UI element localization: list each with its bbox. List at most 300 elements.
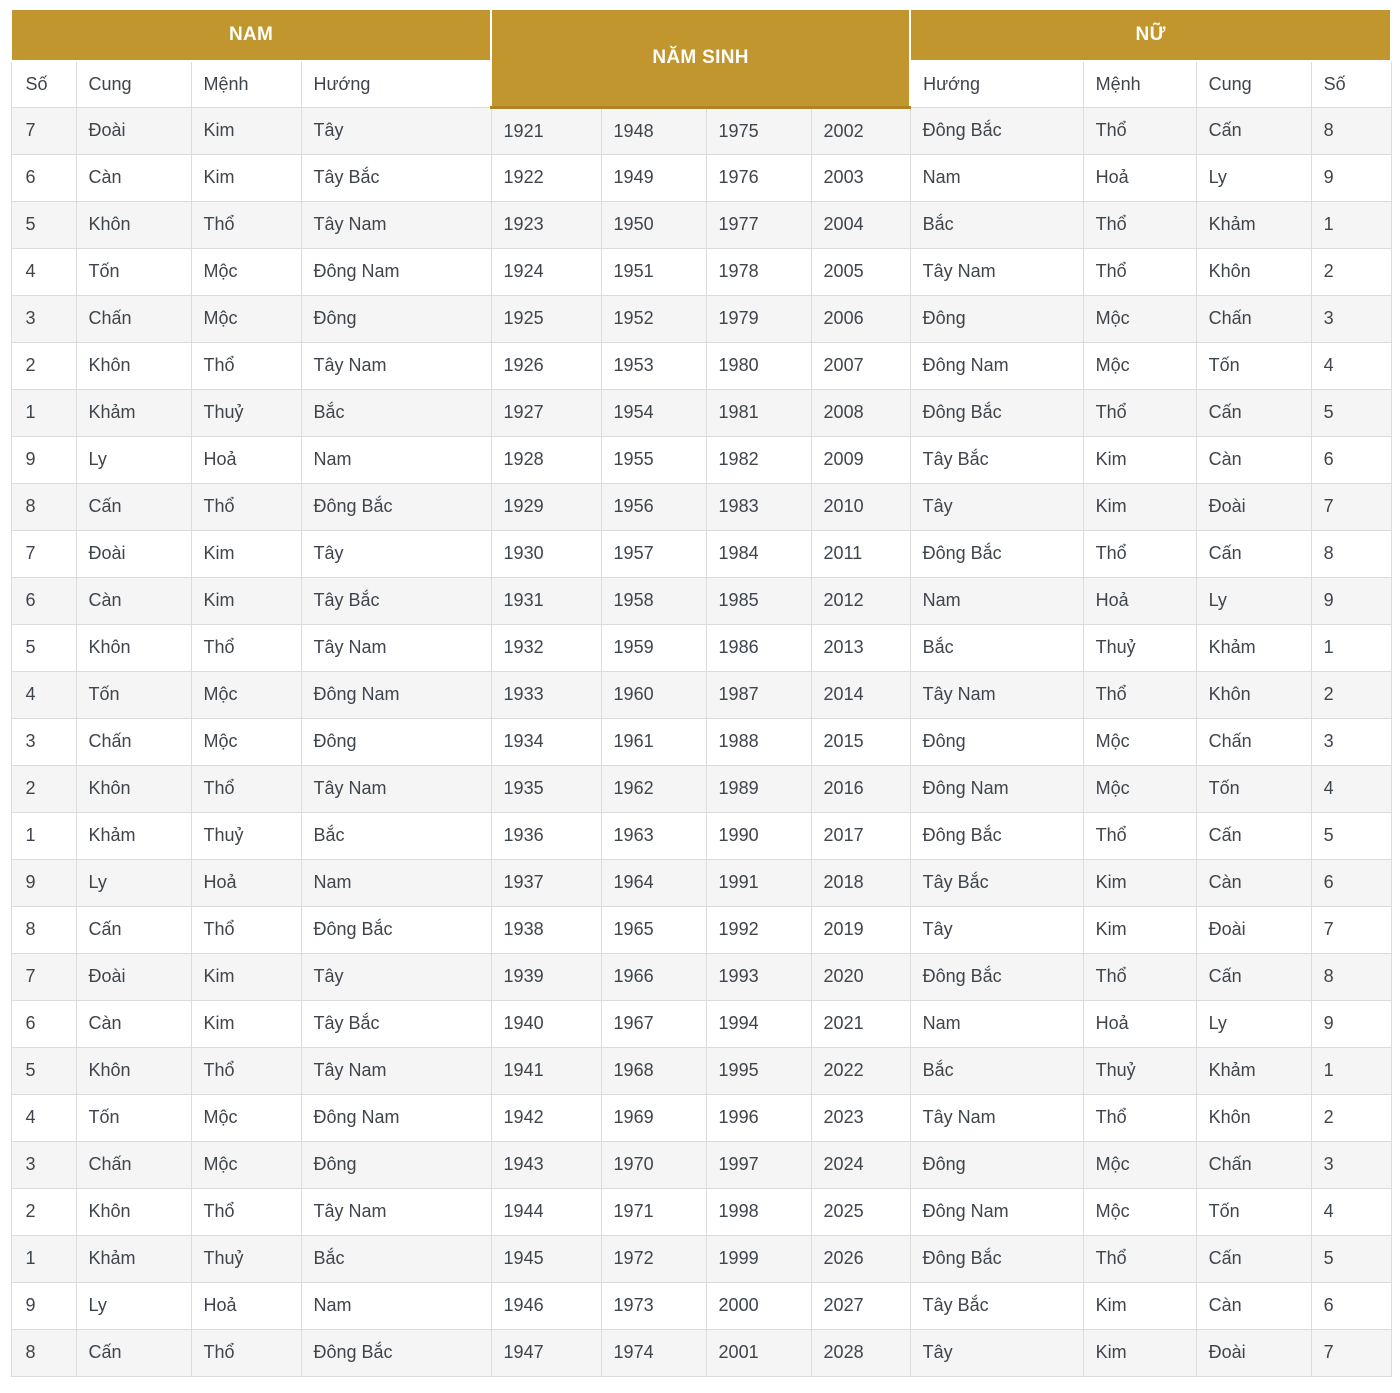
cell-so-nam: 6 bbox=[11, 1000, 76, 1047]
cell-year-col-1: 1947 bbox=[491, 1329, 601, 1376]
cell-menh-nam: Kim bbox=[191, 154, 301, 201]
cell-cung-nu: Tốn bbox=[1196, 1188, 1311, 1235]
cell-year-col-3: 1984 bbox=[706, 530, 811, 577]
cell-menh-nam: Thổ bbox=[191, 342, 301, 389]
table-row bbox=[11, 765, 1391, 812]
cell-huong-nu: Đông bbox=[910, 295, 1083, 342]
cell-menh-nam: Mộc bbox=[191, 671, 301, 718]
cell-menh-nu: Thuỷ bbox=[1083, 624, 1196, 671]
header-nam-sinh: NĂM SINH bbox=[491, 9, 910, 107]
cell-year-col-1: 1923 bbox=[491, 201, 601, 248]
cell-so-nu: 7 bbox=[1311, 1329, 1391, 1376]
cell-huong-nam: Tây Bắc bbox=[301, 577, 491, 624]
cell-menh-nam: Mộc bbox=[191, 718, 301, 765]
cell-so-nam: 2 bbox=[11, 765, 76, 812]
cell-huong-nam: Tây Nam bbox=[301, 342, 491, 389]
cell-so-nu: 7 bbox=[1311, 906, 1391, 953]
cell-cung-nu: Khôn bbox=[1196, 1094, 1311, 1141]
cell-huong-nu: Đông Bắc bbox=[910, 530, 1083, 577]
cell-cung-nu: Đoài bbox=[1196, 906, 1311, 953]
cell-year-col-2: 1956 bbox=[601, 483, 706, 530]
cell-year-col-1: 1943 bbox=[491, 1141, 601, 1188]
cell-cung-nam: Càn bbox=[76, 154, 191, 201]
table-row bbox=[11, 1282, 1391, 1329]
cell-year-col-4: 2012 bbox=[811, 577, 910, 624]
table-row bbox=[11, 436, 1391, 483]
cell-menh-nu: Thổ bbox=[1083, 812, 1196, 859]
cell-year-col-1: 1939 bbox=[491, 953, 601, 1000]
cell-cung-nu: Khôn bbox=[1196, 671, 1311, 718]
subheader-so-nam: Số bbox=[11, 61, 76, 107]
cell-year-col-4: 2020 bbox=[811, 953, 910, 1000]
cell-so-nam: 1 bbox=[11, 1235, 76, 1282]
cell-menh-nu: Hoả bbox=[1083, 154, 1196, 201]
subheader-huong-nam: Hướng bbox=[301, 61, 491, 107]
cell-year-col-4: 2024 bbox=[811, 1141, 910, 1188]
cell-year-col-3: 1993 bbox=[706, 953, 811, 1000]
cell-so-nu: 3 bbox=[1311, 718, 1391, 765]
cell-cung-nam: Tốn bbox=[76, 1094, 191, 1141]
cell-so-nu: 6 bbox=[1311, 859, 1391, 906]
table-row bbox=[11, 483, 1391, 530]
cell-so-nam: 5 bbox=[11, 624, 76, 671]
cell-so-nu: 2 bbox=[1311, 671, 1391, 718]
cell-menh-nu: Kim bbox=[1083, 483, 1196, 530]
cell-cung-nu: Khảm bbox=[1196, 624, 1311, 671]
cell-menh-nu: Kim bbox=[1083, 436, 1196, 483]
cell-cung-nam: Khảm bbox=[76, 389, 191, 436]
cell-year-col-2: 1973 bbox=[601, 1282, 706, 1329]
table-row bbox=[11, 1047, 1391, 1094]
cell-huong-nu: Đông Bắc bbox=[910, 812, 1083, 859]
cell-huong-nam: Tây Nam bbox=[301, 1188, 491, 1235]
cell-cung-nam: Ly bbox=[76, 1282, 191, 1329]
cell-year-col-2: 1969 bbox=[601, 1094, 706, 1141]
cell-menh-nam: Thổ bbox=[191, 1047, 301, 1094]
cell-cung-nam: Khôn bbox=[76, 342, 191, 389]
cell-cung-nam: Cấn bbox=[76, 906, 191, 953]
cell-huong-nu: Bắc bbox=[910, 624, 1083, 671]
cell-so-nam: 8 bbox=[11, 483, 76, 530]
cell-menh-nam: Thổ bbox=[191, 765, 301, 812]
cell-menh-nam: Thổ bbox=[191, 1188, 301, 1235]
cell-huong-nu: Tây bbox=[910, 483, 1083, 530]
cell-so-nam: 4 bbox=[11, 671, 76, 718]
cell-year-col-2: 1961 bbox=[601, 718, 706, 765]
cell-cung-nam: Khảm bbox=[76, 812, 191, 859]
cell-year-col-4: 2014 bbox=[811, 671, 910, 718]
table-row bbox=[11, 906, 1391, 953]
cell-huong-nam: Nam bbox=[301, 1282, 491, 1329]
cell-year-col-2: 1960 bbox=[601, 671, 706, 718]
cell-year-col-1: 1941 bbox=[491, 1047, 601, 1094]
cell-year-col-2: 1955 bbox=[601, 436, 706, 483]
cell-huong-nu: Tây Nam bbox=[910, 1094, 1083, 1141]
cell-year-col-1: 1945 bbox=[491, 1235, 601, 1282]
cell-cung-nam: Cấn bbox=[76, 1329, 191, 1376]
cell-so-nam: 9 bbox=[11, 436, 76, 483]
cell-menh-nu: Hoả bbox=[1083, 577, 1196, 624]
cell-year-col-2: 1968 bbox=[601, 1047, 706, 1094]
cell-cung-nam: Đoài bbox=[76, 953, 191, 1000]
cell-year-col-4: 2004 bbox=[811, 201, 910, 248]
cell-menh-nam: Thổ bbox=[191, 624, 301, 671]
cell-cung-nu: Tốn bbox=[1196, 342, 1311, 389]
cell-year-col-3: 2001 bbox=[706, 1329, 811, 1376]
cell-menh-nam: Hoả bbox=[191, 436, 301, 483]
subheader-cung-nu: Cung bbox=[1196, 61, 1311, 107]
cell-huong-nu: Tây Bắc bbox=[910, 1282, 1083, 1329]
cell-year-col-3: 1997 bbox=[706, 1141, 811, 1188]
cell-year-col-2: 1974 bbox=[601, 1329, 706, 1376]
cell-so-nam: 3 bbox=[11, 1141, 76, 1188]
cell-cung-nam: Tốn bbox=[76, 671, 191, 718]
cell-cung-nu: Khảm bbox=[1196, 201, 1311, 248]
cell-cung-nam: Tốn bbox=[76, 248, 191, 295]
cell-year-col-4: 2007 bbox=[811, 342, 910, 389]
cell-year-col-2: 1972 bbox=[601, 1235, 706, 1282]
table-row bbox=[11, 859, 1391, 906]
subheader-menh-nu: Mệnh bbox=[1083, 61, 1196, 107]
cell-menh-nam: Mộc bbox=[191, 295, 301, 342]
cell-year-col-3: 1998 bbox=[706, 1188, 811, 1235]
cell-so-nu: 8 bbox=[1311, 953, 1391, 1000]
cell-year-col-4: 2027 bbox=[811, 1282, 910, 1329]
cell-huong-nam: Bắc bbox=[301, 1235, 491, 1282]
cell-menh-nu: Kim bbox=[1083, 859, 1196, 906]
cell-so-nu: 7 bbox=[1311, 483, 1391, 530]
cell-huong-nu: Tây bbox=[910, 906, 1083, 953]
cell-so-nu: 2 bbox=[1311, 248, 1391, 295]
cell-huong-nu: Nam bbox=[910, 1000, 1083, 1047]
cell-year-col-1: 1934 bbox=[491, 718, 601, 765]
cell-cung-nu: Càn bbox=[1196, 1282, 1311, 1329]
cell-so-nam: 3 bbox=[11, 718, 76, 765]
cung-menh-year-table bbox=[10, 8, 1392, 1377]
cell-menh-nam: Thổ bbox=[191, 1329, 301, 1376]
cell-menh-nu: Hoả bbox=[1083, 1000, 1196, 1047]
cell-year-col-1: 1922 bbox=[491, 154, 601, 201]
cell-year-col-2: 1970 bbox=[601, 1141, 706, 1188]
cell-huong-nu: Nam bbox=[910, 154, 1083, 201]
cell-huong-nu: Tây Bắc bbox=[910, 859, 1083, 906]
cell-year-col-2: 1954 bbox=[601, 389, 706, 436]
cell-so-nu: 6 bbox=[1311, 1282, 1391, 1329]
cell-huong-nu: Đông Nam bbox=[910, 765, 1083, 812]
cell-year-col-3: 2000 bbox=[706, 1282, 811, 1329]
cell-year-col-4: 2023 bbox=[811, 1094, 910, 1141]
cell-cung-nu: Càn bbox=[1196, 859, 1311, 906]
cell-year-col-1: 1924 bbox=[491, 248, 601, 295]
cell-so-nam: 4 bbox=[11, 248, 76, 295]
cell-menh-nu: Mộc bbox=[1083, 295, 1196, 342]
cell-huong-nu: Tây Nam bbox=[910, 248, 1083, 295]
cell-so-nam: 8 bbox=[11, 906, 76, 953]
cell-year-col-3: 1985 bbox=[706, 577, 811, 624]
cell-so-nu: 9 bbox=[1311, 577, 1391, 624]
cell-year-col-4: 2009 bbox=[811, 436, 910, 483]
cell-year-col-1: 1925 bbox=[491, 295, 601, 342]
cell-cung-nu: Cấn bbox=[1196, 530, 1311, 577]
cell-cung-nam: Khôn bbox=[76, 1047, 191, 1094]
cell-so-nu: 9 bbox=[1311, 154, 1391, 201]
cell-year-col-1: 1932 bbox=[491, 624, 601, 671]
cell-cung-nu: Tốn bbox=[1196, 765, 1311, 812]
cell-menh-nu: Kim bbox=[1083, 1282, 1196, 1329]
cell-cung-nu: Chấn bbox=[1196, 718, 1311, 765]
subheader-cung-nam: Cung bbox=[76, 61, 191, 107]
cell-huong-nu: Đông Bắc bbox=[910, 389, 1083, 436]
cell-cung-nu: Cấn bbox=[1196, 389, 1311, 436]
cell-year-col-1: 1931 bbox=[491, 577, 601, 624]
cell-year-col-1: 1936 bbox=[491, 812, 601, 859]
cell-year-col-1: 1938 bbox=[491, 906, 601, 953]
cell-cung-nu: Chấn bbox=[1196, 295, 1311, 342]
cell-year-col-3: 1979 bbox=[706, 295, 811, 342]
cell-so-nu: 5 bbox=[1311, 812, 1391, 859]
table-row bbox=[11, 248, 1391, 295]
cell-huong-nu: Đông Bắc bbox=[910, 107, 1083, 154]
table-row bbox=[11, 342, 1391, 389]
cell-so-nu: 9 bbox=[1311, 1000, 1391, 1047]
cell-cung-nam: Khôn bbox=[76, 1188, 191, 1235]
cell-menh-nu: Thổ bbox=[1083, 107, 1196, 154]
cell-year-col-3: 1975 bbox=[706, 107, 811, 154]
cell-huong-nam: Đông bbox=[301, 1141, 491, 1188]
cell-year-col-1: 1929 bbox=[491, 483, 601, 530]
cell-cung-nam: Khôn bbox=[76, 201, 191, 248]
cell-menh-nam: Thổ bbox=[191, 906, 301, 953]
cell-huong-nam: Tây Nam bbox=[301, 765, 491, 812]
cell-menh-nu: Mộc bbox=[1083, 1141, 1196, 1188]
header-nu: NỮ bbox=[910, 9, 1391, 61]
cell-huong-nu: Đông bbox=[910, 718, 1083, 765]
cell-year-col-1: 1935 bbox=[491, 765, 601, 812]
cell-huong-nu: Đông Nam bbox=[910, 342, 1083, 389]
table-row bbox=[11, 1000, 1391, 1047]
cell-menh-nu: Thổ bbox=[1083, 248, 1196, 295]
cell-menh-nam: Mộc bbox=[191, 248, 301, 295]
cell-huong-nu: Đông bbox=[910, 1141, 1083, 1188]
cell-menh-nu: Thổ bbox=[1083, 1094, 1196, 1141]
table-row bbox=[11, 1141, 1391, 1188]
cell-huong-nu: Đông Nam bbox=[910, 1188, 1083, 1235]
cell-year-col-3: 1986 bbox=[706, 624, 811, 671]
cell-year-col-3: 1995 bbox=[706, 1047, 811, 1094]
cell-year-col-4: 2008 bbox=[811, 389, 910, 436]
cell-huong-nam: Đông bbox=[301, 295, 491, 342]
cell-year-col-1: 1921 bbox=[491, 107, 601, 154]
cell-huong-nu: Bắc bbox=[910, 1047, 1083, 1094]
cell-cung-nam: Càn bbox=[76, 1000, 191, 1047]
cell-year-col-4: 2017 bbox=[811, 812, 910, 859]
cell-menh-nam: Kim bbox=[191, 577, 301, 624]
cell-menh-nu: Thổ bbox=[1083, 201, 1196, 248]
cell-year-col-2: 1958 bbox=[601, 577, 706, 624]
cell-huong-nu: Tây Nam bbox=[910, 671, 1083, 718]
cell-year-col-1: 1937 bbox=[491, 859, 601, 906]
cell-cung-nu: Cấn bbox=[1196, 953, 1311, 1000]
group-header-row bbox=[11, 9, 1391, 61]
cell-so-nam: 3 bbox=[11, 295, 76, 342]
cell-menh-nu: Kim bbox=[1083, 1329, 1196, 1376]
cell-so-nam: 8 bbox=[11, 1329, 76, 1376]
cell-menh-nam: Thuỷ bbox=[191, 812, 301, 859]
cell-year-col-4: 2028 bbox=[811, 1329, 910, 1376]
table-row bbox=[11, 1329, 1391, 1376]
cell-cung-nu: Ly bbox=[1196, 577, 1311, 624]
cell-cung-nam: Khảm bbox=[76, 1235, 191, 1282]
table-row bbox=[11, 1188, 1391, 1235]
cell-huong-nam: Tây Nam bbox=[301, 1047, 491, 1094]
cell-menh-nam: Thổ bbox=[191, 201, 301, 248]
cell-huong-nu: Tây bbox=[910, 1329, 1083, 1376]
cell-menh-nu: Thuỷ bbox=[1083, 1047, 1196, 1094]
cell-huong-nam: Đông Nam bbox=[301, 671, 491, 718]
cell-huong-nu: Tây Bắc bbox=[910, 436, 1083, 483]
cell-year-col-4: 2005 bbox=[811, 248, 910, 295]
table-row bbox=[11, 389, 1391, 436]
cell-so-nam: 9 bbox=[11, 1282, 76, 1329]
table-row bbox=[11, 154, 1391, 201]
cell-so-nam: 6 bbox=[11, 154, 76, 201]
cell-so-nam: 9 bbox=[11, 859, 76, 906]
cell-year-col-4: 2013 bbox=[811, 624, 910, 671]
cell-menh-nu: Thổ bbox=[1083, 953, 1196, 1000]
table-row bbox=[11, 295, 1391, 342]
cell-huong-nam: Đông Nam bbox=[301, 1094, 491, 1141]
cell-year-col-1: 1927 bbox=[491, 389, 601, 436]
cell-cung-nam: Cấn bbox=[76, 483, 191, 530]
cell-year-col-1: 1930 bbox=[491, 530, 601, 577]
cell-cung-nu: Khảm bbox=[1196, 1047, 1311, 1094]
header-nam: NAM bbox=[11, 9, 491, 61]
cell-year-col-4: 2022 bbox=[811, 1047, 910, 1094]
table-row bbox=[11, 624, 1391, 671]
cell-year-col-3: 1983 bbox=[706, 483, 811, 530]
cell-year-col-2: 1950 bbox=[601, 201, 706, 248]
cell-so-nam: 5 bbox=[11, 201, 76, 248]
cell-year-col-2: 1967 bbox=[601, 1000, 706, 1047]
table-row bbox=[11, 530, 1391, 577]
cell-so-nam: 7 bbox=[11, 953, 76, 1000]
cell-year-col-2: 1963 bbox=[601, 812, 706, 859]
cell-so-nu: 5 bbox=[1311, 1235, 1391, 1282]
cell-cung-nam: Ly bbox=[76, 859, 191, 906]
cell-menh-nu: Mộc bbox=[1083, 342, 1196, 389]
cell-cung-nam: Chấn bbox=[76, 1141, 191, 1188]
cell-year-col-2: 1952 bbox=[601, 295, 706, 342]
cell-year-col-3: 1978 bbox=[706, 248, 811, 295]
cell-year-col-3: 1994 bbox=[706, 1000, 811, 1047]
cell-huong-nam: Tây Bắc bbox=[301, 154, 491, 201]
cell-huong-nam: Đông Bắc bbox=[301, 483, 491, 530]
cell-huong-nam: Tây bbox=[301, 530, 491, 577]
cell-so-nam: 7 bbox=[11, 530, 76, 577]
cell-year-col-4: 2010 bbox=[811, 483, 910, 530]
cell-year-col-4: 2003 bbox=[811, 154, 910, 201]
cell-so-nu: 5 bbox=[1311, 389, 1391, 436]
cell-huong-nam: Tây bbox=[301, 107, 491, 154]
cell-huong-nam: Tây Nam bbox=[301, 201, 491, 248]
subheader-so-nu: Số bbox=[1311, 61, 1391, 107]
cell-cung-nu: Đoài bbox=[1196, 483, 1311, 530]
cell-cung-nu: Cấn bbox=[1196, 1235, 1311, 1282]
cell-year-col-4: 2021 bbox=[811, 1000, 910, 1047]
cell-menh-nu: Thổ bbox=[1083, 530, 1196, 577]
cell-cung-nu: Càn bbox=[1196, 436, 1311, 483]
cell-year-col-4: 2019 bbox=[811, 906, 910, 953]
table-row bbox=[11, 107, 1391, 154]
cell-cung-nam: Càn bbox=[76, 577, 191, 624]
cell-menh-nam: Kim bbox=[191, 953, 301, 1000]
cell-so-nu: 3 bbox=[1311, 1141, 1391, 1188]
cell-menh-nam: Thuỷ bbox=[191, 1235, 301, 1282]
cell-menh-nam: Thổ bbox=[191, 483, 301, 530]
cell-cung-nu: Đoài bbox=[1196, 1329, 1311, 1376]
table-row bbox=[11, 1094, 1391, 1141]
cell-year-col-3: 1988 bbox=[706, 718, 811, 765]
cell-year-col-1: 1944 bbox=[491, 1188, 601, 1235]
cell-cung-nu: Chấn bbox=[1196, 1141, 1311, 1188]
cell-year-col-3: 1999 bbox=[706, 1235, 811, 1282]
cell-huong-nam: Bắc bbox=[301, 389, 491, 436]
cell-so-nam: 4 bbox=[11, 1094, 76, 1141]
cell-year-col-4: 2006 bbox=[811, 295, 910, 342]
cell-so-nu: 4 bbox=[1311, 342, 1391, 389]
cell-menh-nam: Kim bbox=[191, 107, 301, 154]
cell-so-nu: 8 bbox=[1311, 530, 1391, 577]
cell-menh-nam: Hoả bbox=[191, 859, 301, 906]
cell-year-col-4: 2002 bbox=[811, 107, 910, 154]
cell-year-col-2: 1971 bbox=[601, 1188, 706, 1235]
cell-year-col-3: 1977 bbox=[706, 201, 811, 248]
cell-menh-nam: Thuỷ bbox=[191, 389, 301, 436]
cell-so-nam: 7 bbox=[11, 107, 76, 154]
cell-menh-nu: Thổ bbox=[1083, 389, 1196, 436]
cell-huong-nu: Nam bbox=[910, 577, 1083, 624]
cell-so-nu: 4 bbox=[1311, 765, 1391, 812]
cell-year-col-4: 2025 bbox=[811, 1188, 910, 1235]
cell-year-col-3: 1996 bbox=[706, 1094, 811, 1141]
cell-menh-nu: Mộc bbox=[1083, 718, 1196, 765]
cell-year-col-2: 1949 bbox=[601, 154, 706, 201]
cell-so-nu: 6 bbox=[1311, 436, 1391, 483]
cell-so-nu: 4 bbox=[1311, 1188, 1391, 1235]
cell-menh-nu: Thổ bbox=[1083, 1235, 1196, 1282]
cell-menh-nam: Hoả bbox=[191, 1282, 301, 1329]
subheader-huong-nu: Hướng bbox=[910, 61, 1083, 107]
cell-cung-nam: Đoài bbox=[76, 530, 191, 577]
cell-huong-nam: Tây Nam bbox=[301, 624, 491, 671]
cell-cung-nu: Ly bbox=[1196, 154, 1311, 201]
cell-cung-nu: Khôn bbox=[1196, 248, 1311, 295]
cell-huong-nam: Tây Bắc bbox=[301, 1000, 491, 1047]
table-row bbox=[11, 201, 1391, 248]
cell-huong-nam: Đông Nam bbox=[301, 248, 491, 295]
cell-year-col-2: 1962 bbox=[601, 765, 706, 812]
cell-year-col-1: 1926 bbox=[491, 342, 601, 389]
cell-year-col-1: 1946 bbox=[491, 1282, 601, 1329]
cell-so-nam: 1 bbox=[11, 812, 76, 859]
cell-so-nu: 3 bbox=[1311, 295, 1391, 342]
cell-so-nam: 6 bbox=[11, 577, 76, 624]
cell-huong-nu: Đông Bắc bbox=[910, 953, 1083, 1000]
cell-year-col-3: 1989 bbox=[706, 765, 811, 812]
cell-cung-nam: Đoài bbox=[76, 107, 191, 154]
cell-menh-nam: Mộc bbox=[191, 1141, 301, 1188]
table-row bbox=[11, 671, 1391, 718]
